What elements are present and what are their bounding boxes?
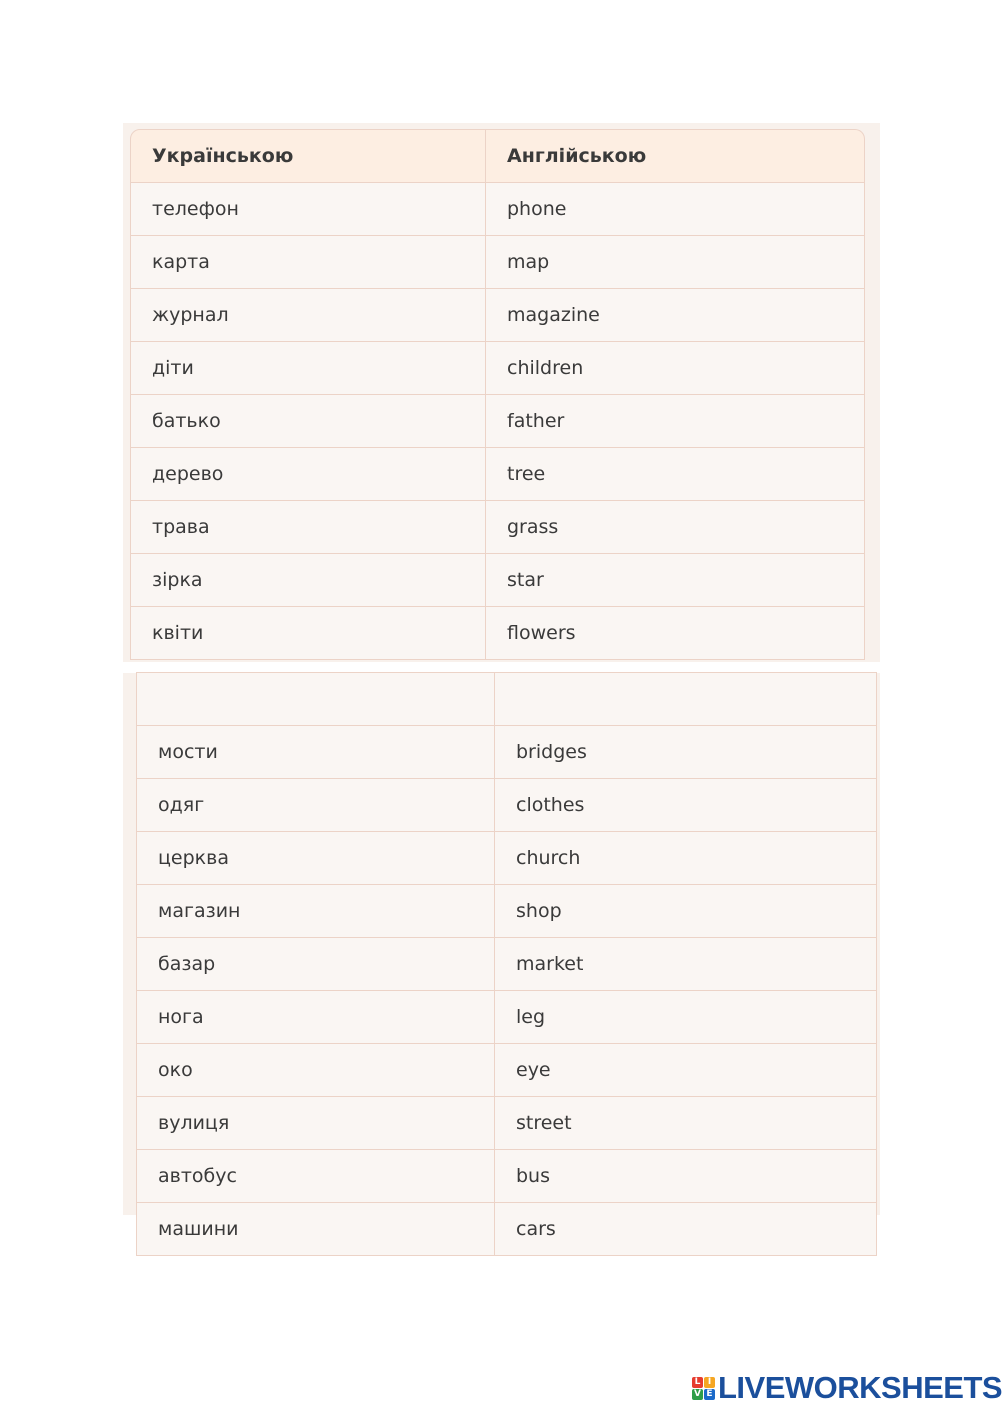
table-row — [130, 236, 865, 289]
liveworksheets-logo-icon — [692, 1377, 715, 1400]
liveworksheets-logo-text: LIVEWORKSHEETS — [718, 1370, 1002, 1405]
ukrainian-word: дерево — [130, 448, 486, 501]
ukrainian-word: автобус — [136, 1150, 495, 1203]
table-row — [136, 832, 877, 885]
table-row — [130, 183, 865, 236]
english-word: bus — [495, 1150, 877, 1203]
table-header-row — [130, 129, 865, 183]
table-row — [130, 448, 865, 501]
ukrainian-word: мости — [136, 726, 495, 779]
ukrainian-word: одяг — [136, 779, 495, 832]
vocabulary-table-image-1 — [123, 123, 880, 662]
english-word: shop — [495, 885, 877, 938]
table-row — [130, 395, 865, 448]
english-word: magazine — [486, 289, 865, 342]
ukrainian-word: карта — [130, 236, 486, 289]
header-english: Англійською — [486, 129, 865, 183]
table-row — [136, 885, 877, 938]
table-cell-cut — [136, 672, 495, 726]
table-row — [136, 779, 877, 832]
table-row — [130, 607, 865, 660]
english-word: church — [495, 832, 877, 885]
ukrainian-word: базар — [136, 938, 495, 991]
table-cell-cut — [495, 672, 877, 726]
english-word: bridges — [495, 726, 877, 779]
english-word: grass — [486, 501, 865, 554]
table-row — [136, 1044, 877, 1097]
ukrainian-word: журнал — [130, 289, 486, 342]
ukrainian-word: квіти — [130, 607, 486, 660]
vocabulary-table-image-2 — [123, 673, 880, 1240]
table-row — [136, 991, 877, 1044]
vocabulary-table-part-2 — [136, 672, 877, 1256]
header-ukrainian: Українською — [130, 129, 486, 183]
table-row — [136, 726, 877, 779]
table-row — [130, 342, 865, 395]
english-word: map — [486, 236, 865, 289]
logo-letter-l: L — [692, 1377, 703, 1388]
english-word: father — [486, 395, 865, 448]
ukrainian-word: зірка — [130, 554, 486, 607]
liveworksheets-logo — [692, 1372, 1002, 1404]
ukrainian-word: трава — [130, 501, 486, 554]
english-word: leg — [495, 991, 877, 1044]
logo-letter-v: V — [692, 1389, 703, 1400]
table-row — [136, 1150, 877, 1203]
table-row — [130, 554, 865, 607]
table-row — [136, 1097, 877, 1150]
english-word: cars — [495, 1203, 877, 1256]
english-word: eye — [495, 1044, 877, 1097]
english-word: phone — [486, 183, 865, 236]
ukrainian-word: машини — [136, 1203, 495, 1256]
vocabulary-table-part-1 — [130, 129, 865, 660]
english-word: street — [495, 1097, 877, 1150]
ukrainian-word: церква — [136, 832, 495, 885]
table-row — [130, 501, 865, 554]
table-row — [136, 938, 877, 991]
ukrainian-word: діти — [130, 342, 486, 395]
table-row — [130, 289, 865, 342]
ukrainian-word: вулиця — [136, 1097, 495, 1150]
english-word: market — [495, 938, 877, 991]
logo-letter-i: I — [704, 1377, 715, 1388]
ukrainian-word: батько — [130, 395, 486, 448]
ukrainian-word: телефон — [130, 183, 486, 236]
table-row-cut — [136, 672, 877, 726]
ukrainian-word: магазин — [136, 885, 495, 938]
ukrainian-word: око — [136, 1044, 495, 1097]
table-row — [136, 1203, 877, 1256]
english-word: flowers — [486, 607, 865, 660]
english-word: tree — [486, 448, 865, 501]
ukrainian-word: нога — [136, 991, 495, 1044]
english-word: clothes — [495, 779, 877, 832]
english-word: star — [486, 554, 865, 607]
english-word: children — [486, 342, 865, 395]
logo-letter-e: E — [704, 1389, 715, 1400]
